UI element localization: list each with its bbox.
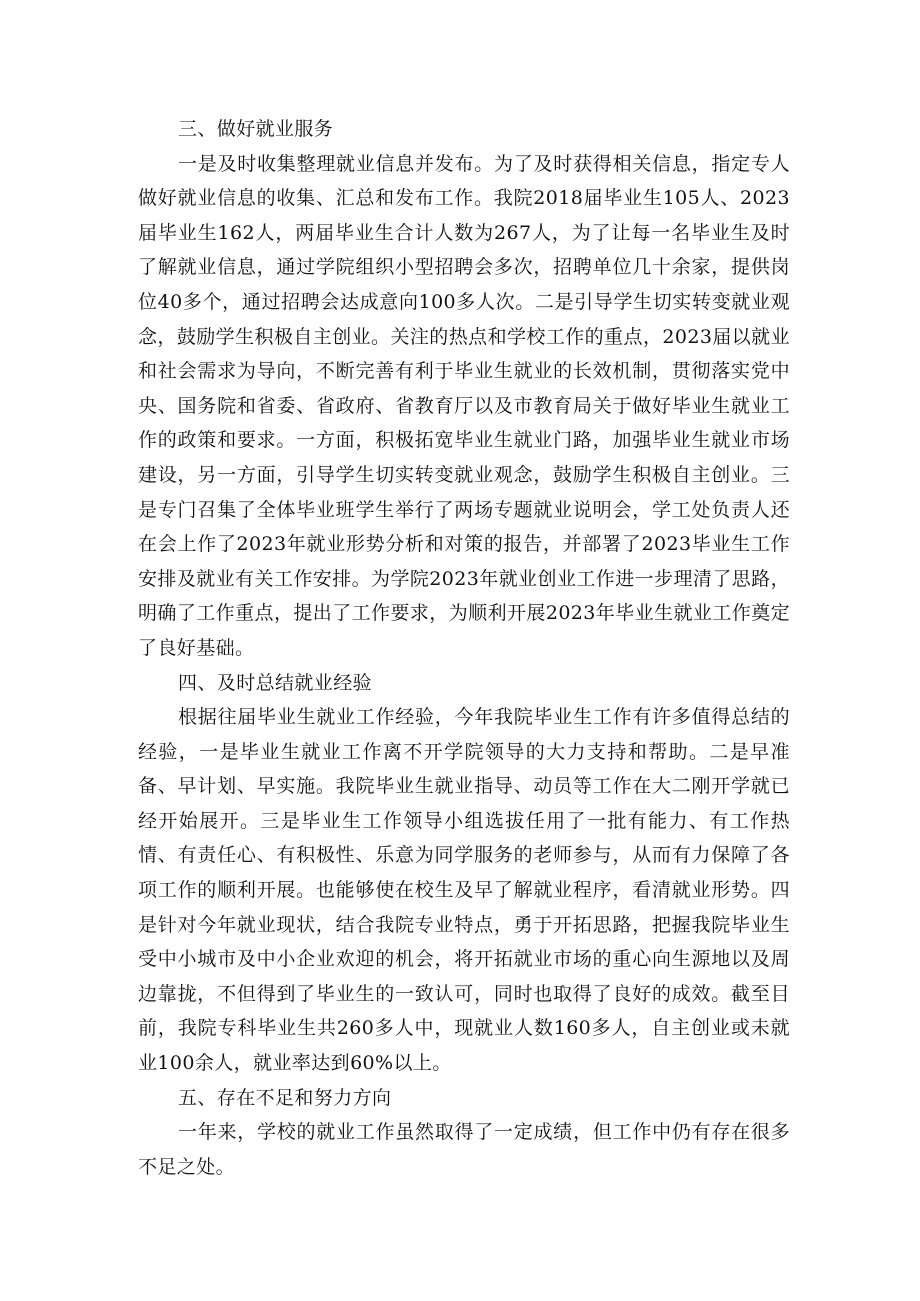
section-heading-4: 四、及时总结就业经验 (178, 671, 373, 694)
section-heading-5: 五、存在不足和努力方向 (178, 1086, 392, 1109)
section-5-paragraph: 一年来，学校的就业工作虽然取得了一定成绩，但工作中仍有存在很多不足之处。 (138, 1121, 790, 1178)
section-4-paragraph: 根据往届毕业生就业工作经验，今年我院毕业生工作有许多值得总结的经验，一是毕业生就业工作离不开学院领导的大力支持和帮助。二是早准备、早计划、早实施。我院毕业生就业指导、动员等工作在大二刚开学就已经开始展开。三是毕业生工作领导小组选拔任用了一批有能力、有工作热情、有责任心、有积极性、乐意为同学服务的老师参与，从而有力保障了各项工作的顺利开展。也能够使在校生及早了解就业程序，看清就业形势。四是针对今年就业现状，结合我院专业特点，勇于开拓思路，把握我院毕业生受中小城市及中小企业欢迎的机会，将开拓就业市场的重心向生源地以及周边靠拢，不但得到了毕业生的一致认可，同时也取得了良好的成效。截至目前，我院专科毕业生共260多人中，现就业人数160多人，自主创业或未就业100余人，就业率达到60%以上。 (138, 706, 790, 1075)
section-3-paragraph: 一是及时收集整理就业信息并发布。为了及时获得相关信息，指定专人做好就业信息的收集、汇总和发布工作。我院2018届毕业生105人、2023届毕业生162人，两届毕业生合计人数为267人，为了让每一名毕业生及时了解就业信息，通过学院组织小型招聘会多次，招聘单位几十余家，提供岗位40多个，通过招聘会达成意向100多人次。二是引导学生切实转变就业观念，鼓励学生积极自主创业。关注的热点和学校工作的重点，2023届以就业和社会需求为导向，不断完善有利于毕业生就业的长效机制，贯彻落实党中央、国务院和省委、省政府、省教育厅以及市教育局关于做好毕业生就业工作的政策和要求。一方面，积极拓宽毕业生就业门路，加强毕业生就业市场建设，另一方面，引导学生切实转变就业观念，鼓励学生积极自主创业。三是专门召集了全体毕业班学生举行了两场专题就业说明会，学工处负责人还在会上作了2023年就业形势分析和对策的报告，并部署了2023毕业生工作安排及就业有关工作安排。为学院2023年就业创业工作进一步理清了思路，明确了工作重点，提出了工作要求，为顺利开展2023年毕业生就业工作奠定了良好基础。 (138, 152, 790, 659)
document-body (138, 112, 790, 1184)
section-heading-3: 三、做好就业服务 (178, 118, 334, 140)
